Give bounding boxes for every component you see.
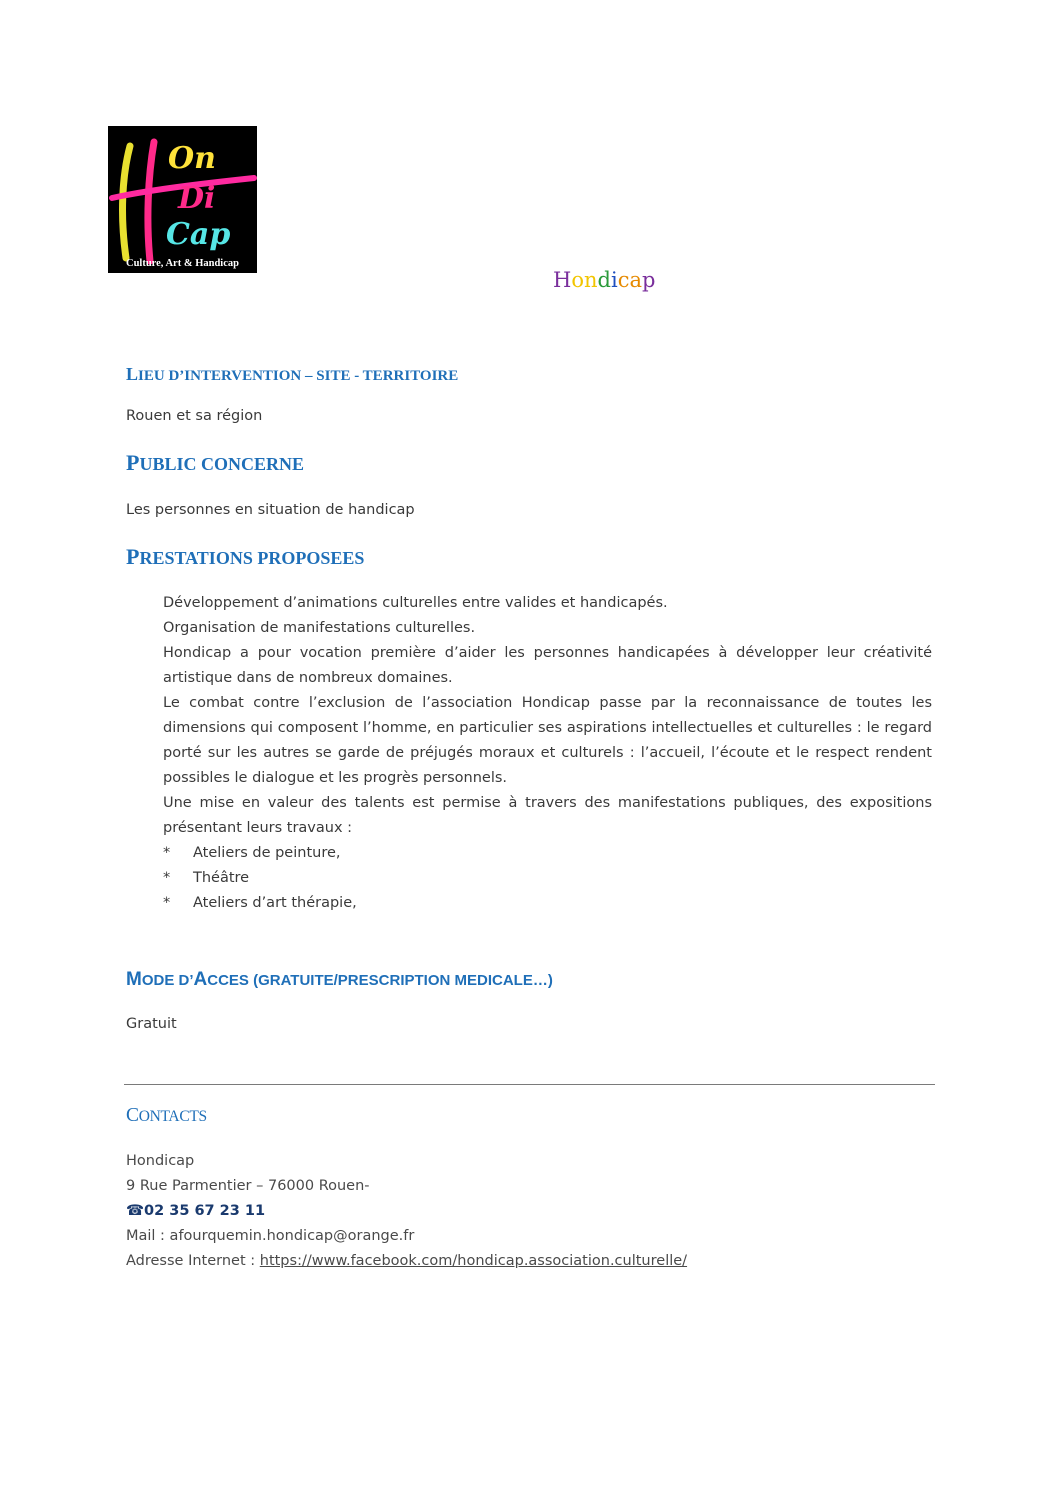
- list-item-text: Ateliers d’art thérapie,: [193, 895, 357, 911]
- svg-text:Di: Di: [178, 181, 216, 216]
- contact-name: Hondicap: [126, 1153, 195, 1169]
- prestations-body: [163, 591, 932, 916]
- contact-address: 9 Rue Parmentier – 76000 Rouen-: [126, 1178, 370, 1194]
- svg-text:Cap: Cap: [166, 217, 231, 252]
- title-letter: a: [629, 268, 642, 292]
- mode-acces-text: Gratuit: [126, 1016, 177, 1032]
- heading-prestations-proposees: PRESTATIONS PROPOSEES: [126, 544, 365, 569]
- page-title: [553, 268, 655, 292]
- title-letter: n: [583, 268, 598, 292]
- bullet-marker: *: [163, 870, 171, 886]
- hondicap-logo: [108, 126, 257, 273]
- bullet-marker: *: [163, 845, 171, 861]
- list-item: [163, 866, 932, 891]
- logo-artwork: [108, 126, 257, 273]
- phone-icon: ☎: [126, 1203, 145, 1219]
- prestation-paragraph: Une mise en valeur des talents est permise à travers des manifestations publiques, des expositions présentant leurs travaux :: [163, 795, 932, 836]
- heading-contacts: CONTACTS: [126, 1105, 207, 1126]
- svg-text:On: On: [168, 141, 216, 176]
- lieu-text: Rouen et sa région: [126, 408, 263, 424]
- title-letter: i: [610, 268, 618, 292]
- title-letter: H: [553, 268, 572, 292]
- contact-phone: [126, 1199, 687, 1224]
- prestation-paragraph: Hondicap a pour vocation première d’aider les personnes handicapées à développer leur créativité artistique dans de nombreux domaines.: [163, 645, 932, 686]
- heading-mode-acces: MODE D’ACCES (GRATUITE/PRESCRIPTION MEDICALE…): [126, 969, 553, 990]
- contact-mail: Mail : afourquemin.hondicap@orange.fr: [126, 1228, 415, 1244]
- phone-number: 02 35 67 23 11: [144, 1203, 266, 1219]
- contact-web: [126, 1249, 687, 1274]
- prestation-line: Développement d’animations culturelles entre valides et handicapés.: [163, 595, 668, 611]
- list-item-text: Ateliers de peinture,: [193, 845, 341, 861]
- list-item: [163, 891, 932, 916]
- title-letter: o: [571, 268, 584, 292]
- public-text: Les personnes en situation de handicap: [126, 502, 415, 518]
- heading-public-concerne: PUBLIC CONCERNE: [126, 450, 304, 475]
- logo-caption: Culture, Art & Handicap: [126, 258, 239, 269]
- list-item-text: Théâtre: [193, 870, 250, 886]
- web-label: Adresse Internet :: [126, 1253, 260, 1269]
- section-divider: [124, 1084, 935, 1085]
- facebook-link[interactable]: https://www.facebook.com/hondicap.association.culturelle/: [259, 1253, 688, 1269]
- bullet-marker: *: [163, 895, 171, 911]
- contacts-block: [126, 1149, 687, 1274]
- prestation-line: Organisation de manifestations culturelles.: [163, 620, 476, 636]
- title-letter: d: [597, 268, 611, 292]
- list-item: [163, 841, 932, 866]
- heading-lieu-intervention: LIEU D’INTERVENTION – SITE - TERRITOIRE: [126, 364, 459, 384]
- title-letter: c: [617, 268, 630, 292]
- title-letter: p: [641, 268, 656, 292]
- prestation-paragraph: Le combat contre l’exclusion de l’association Hondicap passe par la reconnaissance de toutes les dimensions qui composent l’homme, en particulier ses aspirations intellectuelles et culturelles : le regard porté sur les autres se garde de préjugés moraux et culturels : l’accueil, l’écoute et le respect rendent possibles le dialogue et les progrès personnels.: [163, 695, 932, 786]
